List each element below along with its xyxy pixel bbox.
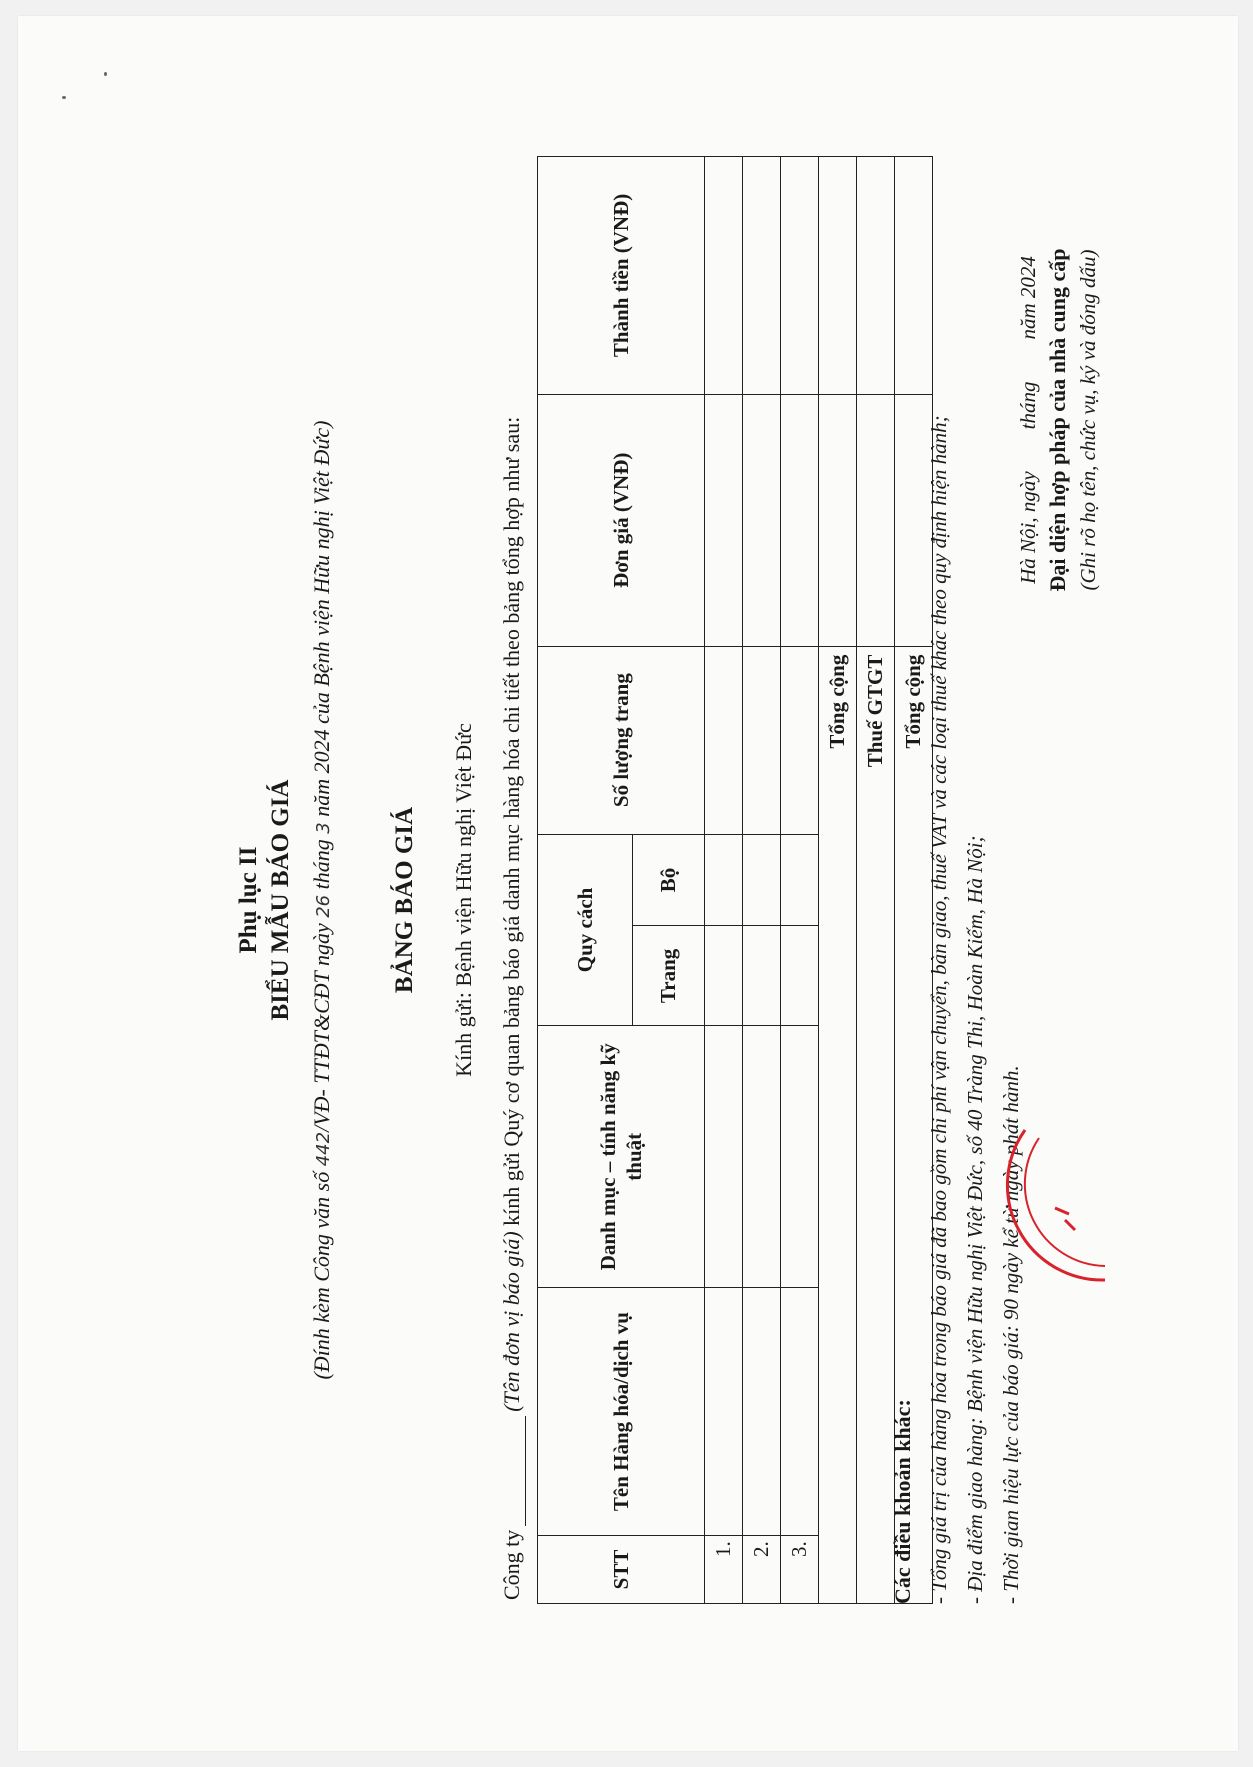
handwritten-month: 3 — [313, 822, 334, 834]
signature-note: (Ghi rõ họ tên, chức vụ, ký và đóng dấu) — [1076, 249, 1100, 591]
signature-representative: Đại diện hợp pháp của nhà cung cấp — [1045, 248, 1070, 592]
vat-label: Thuế GTGT — [857, 646, 895, 1603]
quotation-title: BẢNG BÁO GIÁ — [391, 806, 418, 994]
row-cell — [743, 1026, 781, 1288]
attachment-mid: /VĐ- TTĐT&CĐT ngày — [309, 923, 334, 1132]
col-header-spec-page: Trang — [633, 926, 705, 1026]
attachment-prefix: (Đính kèm Công văn số — [309, 1171, 334, 1380]
table-row — [781, 157, 819, 1604]
row-cell — [743, 834, 781, 926]
handwritten-doc-number: 442 — [313, 1131, 334, 1167]
company-hint: (Tên đơn vị báo giá) — [499, 1231, 524, 1412]
signature-block — [1013, 210, 1103, 630]
red-stamp-fragment — [995, 1120, 1115, 1300]
row-cell — [705, 926, 743, 1026]
row-cell — [781, 646, 819, 834]
row-cell — [781, 1026, 819, 1288]
addressee-line: Kính gửi: Bệnh viện Hữu nghị Việt Đức — [451, 723, 476, 1077]
row-cell — [743, 157, 781, 395]
col-header-amount: Thành tiền (VNĐ) — [538, 157, 705, 395]
col-header-unit-price: Đơn giá (VNĐ) — [538, 394, 705, 646]
row-cell — [781, 834, 819, 926]
row-cell — [781, 394, 819, 646]
col-header-spec: Quy cách — [538, 834, 633, 1026]
col-header-category: Danh mục – tính năng kỹ thuật — [538, 1026, 705, 1288]
attachment-suffix: năm 2024 của Bệnh viện Hữu nghị Việt Đức) — [309, 420, 334, 817]
terms-line: - Thời gian hiệu lực của báo giá: 90 ngày kể từ ngày phát hành. — [999, 1065, 1023, 1604]
row-cell — [819, 157, 857, 395]
terms-line: - Địa điểm giao hàng: Bệnh viện Hữu nghị Việt Đức, số 40 Tràng Thi, Hoàn Kiếm, Hà Nội; — [963, 835, 987, 1604]
row-cell — [705, 646, 743, 834]
row-cell — [705, 157, 743, 395]
company-label: Công ty — [499, 1529, 524, 1600]
month-word: tháng — [309, 839, 334, 890]
intro-line — [499, 417, 526, 1600]
scan-speck — [62, 96, 66, 99]
handwritten-day: 26 — [313, 894, 334, 918]
row-cell — [781, 1288, 819, 1536]
total-label: Tổng cộng — [895, 646, 933, 1603]
row-stt: 2. — [743, 1536, 781, 1604]
col-header-name: Tên Hàng hóa/dịch vụ — [538, 1288, 705, 1536]
terms-line: - Tổng giá trị của hàng hóa trong báo giá đã bao gồm chi phí vận chuyển, bàn giao, thuế VAT và các loại thuế khác theo quy định hiện hành; — [927, 415, 951, 1604]
company-blank — [499, 1416, 526, 1526]
subtotal-label: Tổng cộng — [819, 646, 857, 1603]
row-cell — [781, 157, 819, 395]
signature-date-line: Hà Nội, ngày tháng năm 2024 — [1016, 256, 1040, 584]
table-row — [705, 157, 743, 1604]
col-header-qty: Số lượng trang — [538, 646, 705, 834]
intro-text: kính gửi Quý cơ quan bảng báo giá danh mục hàng hóa chi tiết theo bảng tổng hợp như sau: — [499, 416, 524, 1226]
row-cell — [705, 1288, 743, 1536]
appendix-label: Phụ lục II — [235, 846, 262, 954]
table-row — [743, 157, 781, 1604]
col-header-spec-set: Bộ — [633, 834, 705, 926]
scan-speck — [104, 72, 107, 76]
form-title: BIỂU MẪU BÁO GIÁ — [267, 779, 294, 1021]
row-cell — [743, 646, 781, 834]
attachment-reference — [309, 80, 335, 1720]
row-cell — [743, 394, 781, 646]
summary-row-subtotal — [819, 157, 857, 1604]
row-cell — [705, 394, 743, 646]
row-cell — [705, 1026, 743, 1288]
row-stt: 1. — [705, 1536, 743, 1604]
col-header-stt: STT — [538, 1536, 705, 1604]
row-cell — [705, 834, 743, 926]
row-cell — [819, 394, 857, 646]
row-stt: 3. — [781, 1536, 819, 1604]
other-terms — [885, 104, 1029, 1604]
rotated-form — [95, 80, 1215, 1720]
quotation-table — [537, 156, 933, 1604]
row-cell — [781, 926, 819, 1026]
row-cell — [743, 926, 781, 1026]
terms-heading: Các điều khoản khác: — [890, 1399, 915, 1604]
row-cell — [743, 1288, 781, 1536]
